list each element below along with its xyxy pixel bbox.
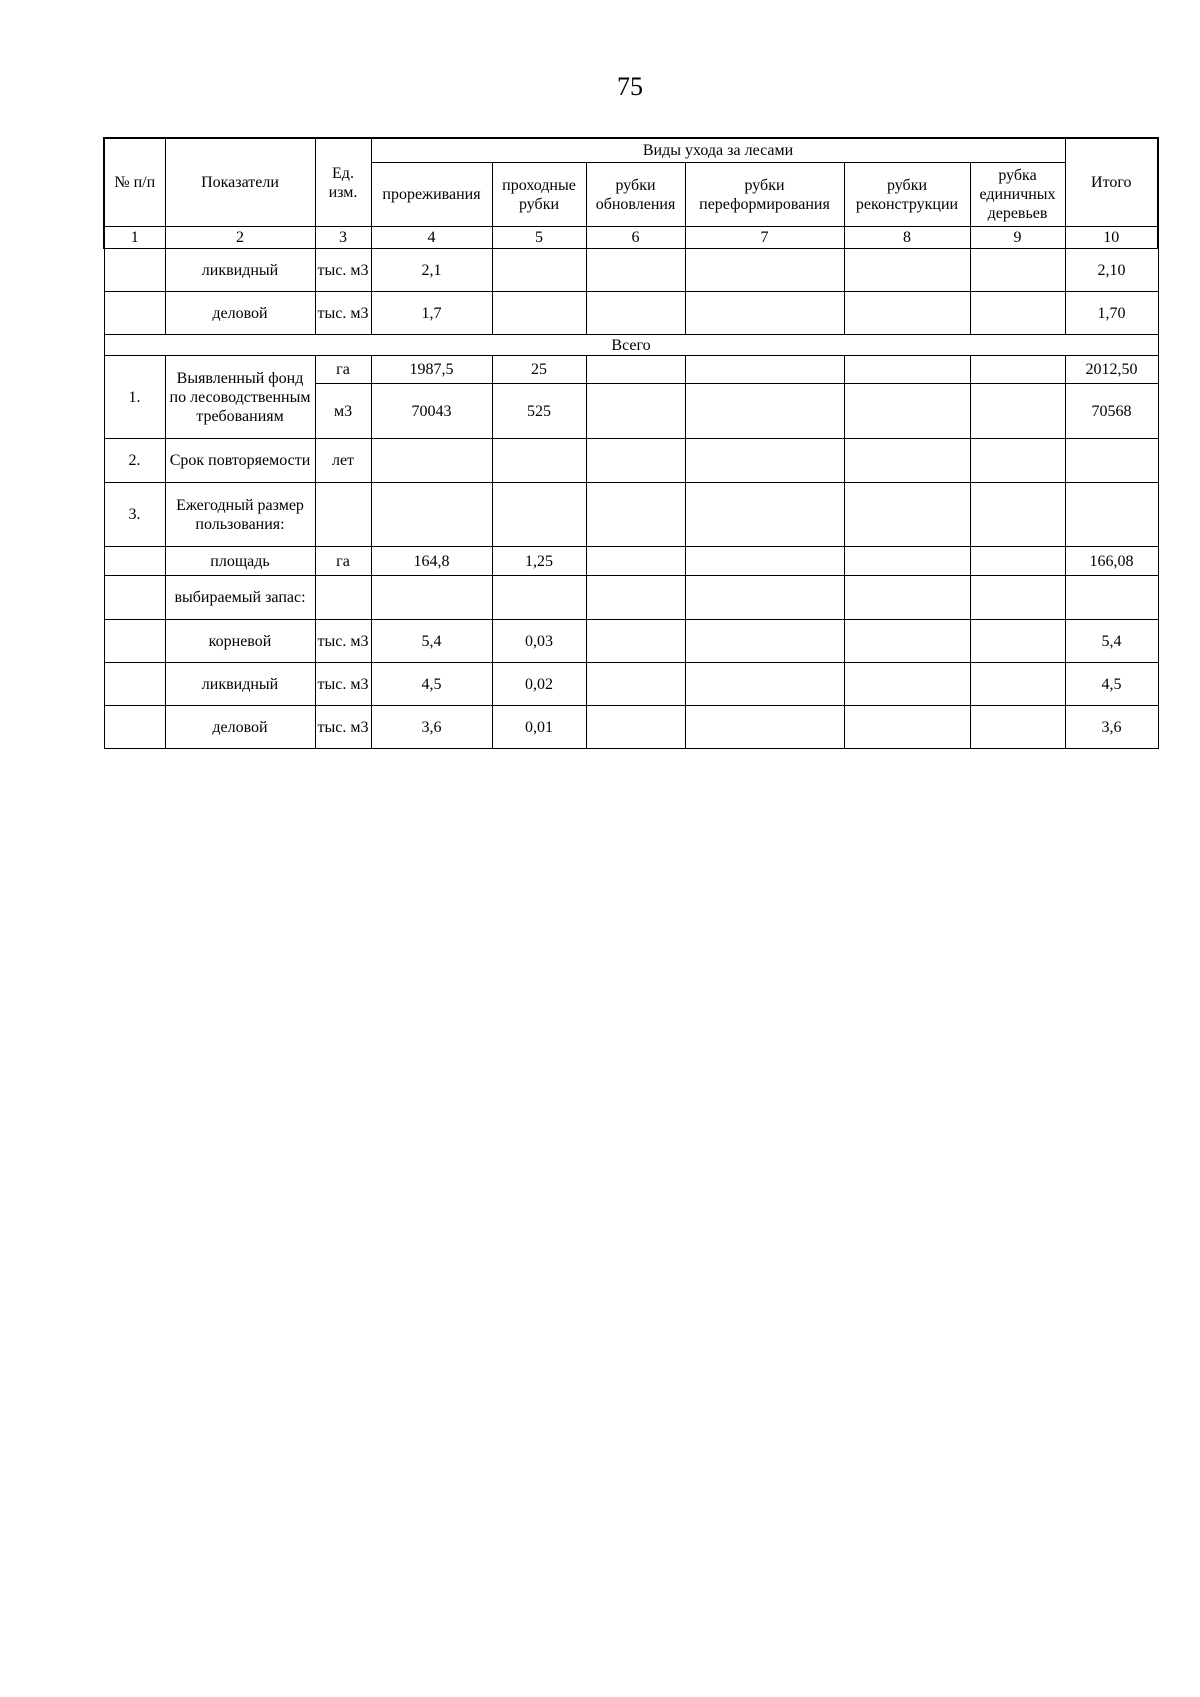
- cell-thinning: 1987,5: [371, 356, 492, 384]
- table-row: [104, 576, 1158, 620]
- table-row: [104, 547, 1158, 576]
- cell-thinning: 2,1: [371, 249, 492, 292]
- row-name: корневой: [165, 620, 315, 663]
- row-num: [104, 292, 165, 335]
- column-number: 4: [371, 227, 492, 249]
- header-group-title: Виды ухода за лесами: [371, 138, 1065, 163]
- row-num: [104, 620, 165, 663]
- column-number: 8: [844, 227, 970, 249]
- header-renewal: рубки обновления: [586, 163, 685, 227]
- row-num: [104, 576, 165, 620]
- cell-empty: [586, 706, 685, 749]
- cell-passing: 0,03: [492, 620, 586, 663]
- cell-empty: [685, 249, 844, 292]
- cell-total: 2,10: [1065, 249, 1158, 292]
- cell-empty: [970, 547, 1065, 576]
- row-unit: тыс. м3: [315, 620, 371, 663]
- cell-empty: [685, 292, 844, 335]
- cell-empty: [492, 576, 586, 620]
- cell-total: 5,4: [1065, 620, 1158, 663]
- cell-empty: [1065, 439, 1158, 483]
- row-unit: м3: [315, 384, 371, 439]
- cell-thinning: 70043: [371, 384, 492, 439]
- cell-empty: [586, 292, 685, 335]
- cell-empty: [586, 620, 685, 663]
- row-name: Ежегодный размер пользования:: [165, 483, 315, 547]
- row-name: деловой: [165, 706, 315, 749]
- cell-empty: [586, 384, 685, 439]
- cell-passing: 25: [492, 356, 586, 384]
- row-name: ликвидный: [165, 663, 315, 706]
- column-number: 6: [586, 227, 685, 249]
- row-num: [104, 706, 165, 749]
- cell-empty: [844, 576, 970, 620]
- cell-empty: [586, 483, 685, 547]
- cell-empty: [371, 439, 492, 483]
- cell-empty: [970, 292, 1065, 335]
- cell-empty: [970, 249, 1065, 292]
- row-unit: тыс. м3: [315, 663, 371, 706]
- cell-total: 3,6: [1065, 706, 1158, 749]
- row-unit: тыс. м3: [315, 292, 371, 335]
- cell-empty: [970, 384, 1065, 439]
- column-number: 1: [104, 227, 165, 249]
- cell-empty: [492, 439, 586, 483]
- table-row: [104, 620, 1158, 663]
- cell-thinning: 5,4: [371, 620, 492, 663]
- table-row: [104, 483, 1158, 547]
- header-indicator: Показатели: [165, 138, 315, 227]
- cell-empty: [371, 576, 492, 620]
- cell-empty: [685, 356, 844, 384]
- row-num: 3.: [104, 483, 165, 547]
- cell-empty: [371, 483, 492, 547]
- cell-empty: [1065, 483, 1158, 547]
- cell-empty: [685, 439, 844, 483]
- table-row: [104, 706, 1158, 749]
- cell-empty: [685, 576, 844, 620]
- cell-empty: [844, 547, 970, 576]
- row-unit: лет: [315, 439, 371, 483]
- cell-empty: [586, 356, 685, 384]
- row-num: [104, 249, 165, 292]
- cell-empty: [970, 439, 1065, 483]
- cell-empty: [586, 439, 685, 483]
- cell-empty: [685, 384, 844, 439]
- cell-passing: 525: [492, 384, 586, 439]
- cell-passing: 1,25: [492, 547, 586, 576]
- cell-empty: [315, 576, 371, 620]
- header-total: Итого: [1065, 138, 1158, 227]
- cell-thinning: 164,8: [371, 547, 492, 576]
- row-name: площадь: [165, 547, 315, 576]
- cell-thinning: 1,7: [371, 292, 492, 335]
- column-number: 2: [165, 227, 315, 249]
- cell-empty: [492, 483, 586, 547]
- header-unit: Ед. изм.: [315, 138, 371, 227]
- row-unit: га: [315, 547, 371, 576]
- cell-empty: [685, 663, 844, 706]
- cell-empty: [315, 483, 371, 547]
- forest-care-table: [103, 137, 1159, 749]
- header-thinning: прореживания: [371, 163, 492, 227]
- cell-passing: 0,01: [492, 706, 586, 749]
- row-num: [104, 663, 165, 706]
- cell-empty: [685, 547, 844, 576]
- row-name: Срок повторяемости: [165, 439, 315, 483]
- header-recon: рубки реконструкции: [844, 163, 970, 227]
- row-unit: тыс. м3: [315, 249, 371, 292]
- table-row: [104, 292, 1158, 335]
- cell-total: 166,08: [1065, 547, 1158, 576]
- row-name: деловой: [165, 292, 315, 335]
- row-unit: га: [315, 356, 371, 384]
- cell-passing: 0,02: [492, 663, 586, 706]
- cell-passing: [492, 292, 586, 335]
- header-num: № п/п: [104, 138, 165, 227]
- table-row: [104, 356, 1158, 384]
- cell-total: 2012,50: [1065, 356, 1158, 384]
- cell-empty: [844, 620, 970, 663]
- header-single: рубка единичных деревьев: [970, 163, 1065, 227]
- cell-empty: [970, 620, 1065, 663]
- cell-empty: [586, 663, 685, 706]
- cell-empty: [1065, 576, 1158, 620]
- row-num: [104, 547, 165, 576]
- cell-empty: [970, 356, 1065, 384]
- cell-empty: [970, 483, 1065, 547]
- column-number-row: [104, 227, 1158, 249]
- row-num: 1.: [104, 356, 165, 439]
- cell-empty: [844, 483, 970, 547]
- table-row: [104, 439, 1158, 483]
- cell-empty: [970, 576, 1065, 620]
- row-name: ликвидный: [165, 249, 315, 292]
- header-passing: проходные рубки: [492, 163, 586, 227]
- cell-thinning: 4,5: [371, 663, 492, 706]
- row-name: Выявленный фонд по лесоводственным требованиям: [165, 356, 315, 439]
- cell-empty: [970, 663, 1065, 706]
- cell-empty: [844, 292, 970, 335]
- row-name: выбираемый запас:: [165, 576, 315, 620]
- row-unit: тыс. м3: [315, 706, 371, 749]
- cell-empty: [844, 249, 970, 292]
- row-num: 2.: [104, 439, 165, 483]
- table-row: [104, 663, 1158, 706]
- column-number: 7: [685, 227, 844, 249]
- cell-total: 1,70: [1065, 292, 1158, 335]
- cell-empty: [970, 706, 1065, 749]
- cell-empty: [844, 706, 970, 749]
- cell-total: 4,5: [1065, 663, 1158, 706]
- cell-empty: [685, 483, 844, 547]
- table-row: [104, 249, 1158, 292]
- header-reform: рубки переформирования: [685, 163, 844, 227]
- section-row: [104, 335, 1158, 356]
- cell-empty: [844, 356, 970, 384]
- cell-empty: [844, 439, 970, 483]
- cell-empty: [844, 663, 970, 706]
- cell-empty: [586, 547, 685, 576]
- cell-thinning: 3,6: [371, 706, 492, 749]
- cell-empty: [685, 706, 844, 749]
- cell-passing: [492, 249, 586, 292]
- column-number: 3: [315, 227, 371, 249]
- column-number: 10: [1065, 227, 1158, 249]
- column-number: 9: [970, 227, 1065, 249]
- page-number: 75: [617, 72, 643, 101]
- cell-total: 70568: [1065, 384, 1158, 439]
- cell-empty: [685, 620, 844, 663]
- section-title: Всего: [104, 335, 1158, 356]
- cell-empty: [586, 249, 685, 292]
- cell-empty: [844, 384, 970, 439]
- cell-empty: [586, 576, 685, 620]
- column-number: 5: [492, 227, 586, 249]
